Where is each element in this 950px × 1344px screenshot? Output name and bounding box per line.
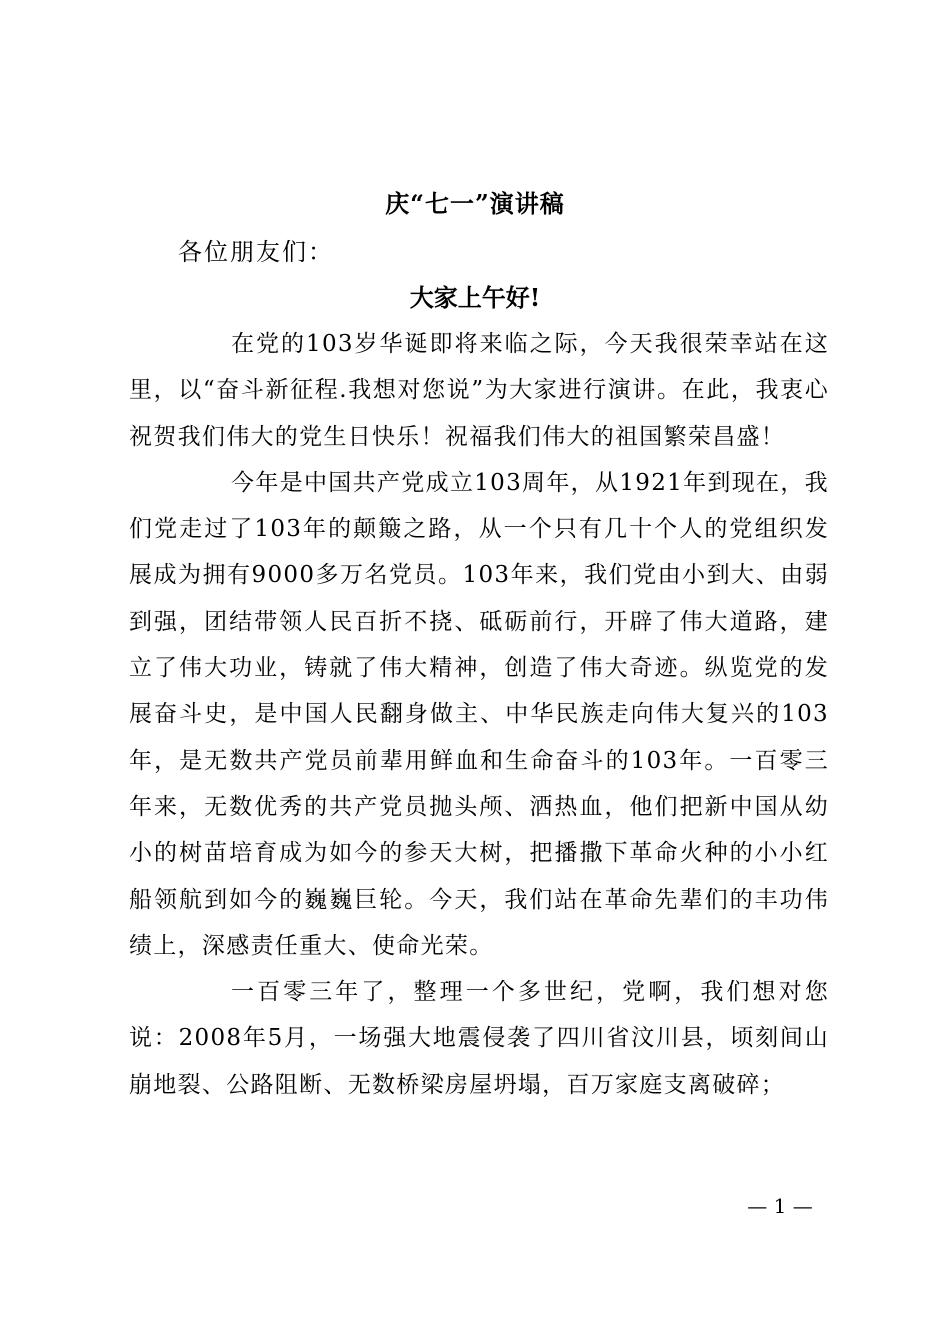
speech-body <box>129 321 829 1108</box>
paragraph-3: 一百零三年了，整理一个多世纪，党啊，我们想对您说：2008年5月，一场强大地震侵袭了四川省汶川县，顷刻间山崩地裂、公路阻断、无数桥梁房屋坍塌，百万家庭支离破碎； <box>129 979 829 1098</box>
salutation: 各位朋友们： <box>178 238 334 266</box>
paragraph-2: 今年是中国共产党成立103周年，从1921年到现在，我们党走过了103年的颠簸之路，从一个只有几十个人的党组织发展成为拥有9000多万名党员。103年来，我们党由小到大、由弱到强，团结带领人民百折不挠、砥砺前行，开辟了伟大道路，建立了伟大功业，铸就了伟大精神，创造了伟大奇迹。纵览党的发展奋斗史，是中国人民翻身做主、中华民族走向伟大复兴的103年，是无数共产党员前辈用鲜血和生命奋斗的103年。一百零三年来，无数优秀的共产党员抛头颅、洒热血，他们把新中国从幼小的树苗培育成为如今的参天大树，把播撒下革命火种的小小红船领航到如今的巍巍巨轮。今天，我们站在革命先辈们的丰功伟绩上，深感责任重大、使命光荣。 <box>129 469 829 959</box>
page-number: — 1 — <box>747 1194 813 1218</box>
greeting: 大家上午好! <box>409 283 541 312</box>
paragraph-1: 在党的103岁华诞即将来临之际，今天我很荣幸站在这里，以“奋斗新征程.我想对您说”为大家进行演讲。在此，我衷心祝贺我们伟大的党生日快乐！祝福我们伟大的祖国繁荣昌盛！ <box>129 331 829 450</box>
speech-title: 庆“七一”演讲稿 <box>385 189 565 218</box>
